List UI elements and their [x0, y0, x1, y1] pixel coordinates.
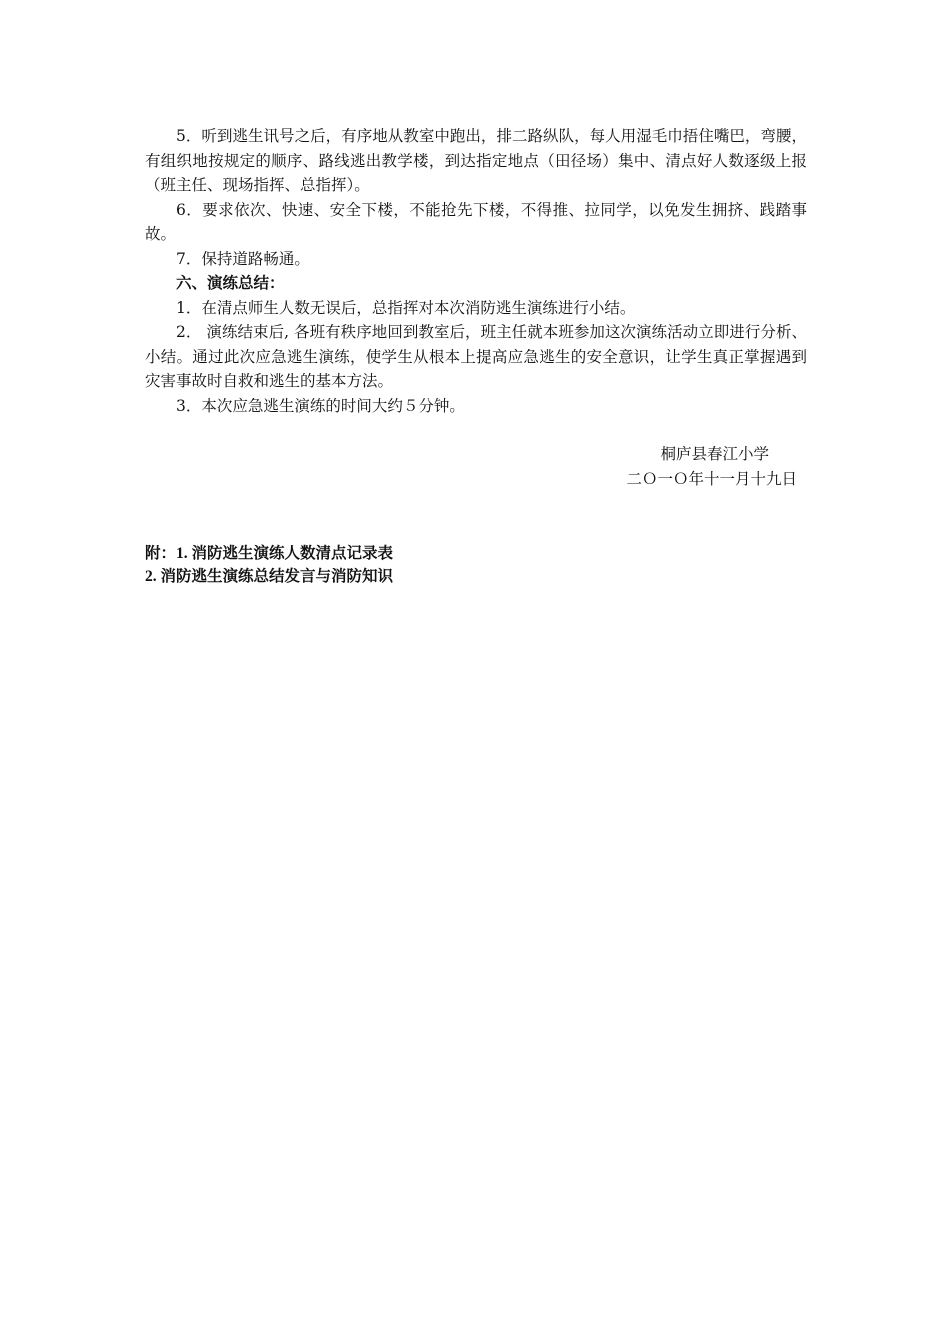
appendix-block [145, 542, 807, 588]
section-heading-summary: 六、演练总结： [176, 273, 285, 292]
paragraph-item-5: 5．听到逃生讯号之后，有序地从教室中跑出，排二路纵队，每人用湿毛巾捂住嘴巴，弯腰，有组织地按规定的顺序、路线逃出教学楼，到达指定地点（田径场）集中、清点好人数逐级上报（班主任、现场指挥、总指挥）。 [145, 127, 807, 194]
paragraph-item-6: 6．要求依次、快速、安全下楼，不能抢先下楼，不得推、拉同学，以免发生拥挤、践踏事故。 [145, 200, 807, 243]
paragraph-item-7: 7．保持道路畅通。 [176, 249, 310, 268]
summary-item-2: 2． 演练结束后, 各班有秩序地回到教室后，班主任就本班参加这次演练活动立即进行分析、小结。通过此次应急逃生演练，使学生从根本上提高应急逃生的安全意识，让学生真正掌握遇到灾害事故时自救和逃生的基本方法。 [145, 323, 807, 390]
summary-item-3: 3．本次应急逃生演练的时间大约５分钟。 [176, 396, 465, 415]
summary-item-1: 1．在清点师生人数无误后，总指挥对本次消防逃生演练进行小结。 [176, 298, 636, 317]
signature-date: 二Ｏ一Ｏ年十一月十九日 [626, 469, 797, 488]
appendix-line-2: 2. 消防逃生演练总结发言与消防知识 [145, 568, 394, 585]
appendix-line-1: 附：1. 消防逃生演练人数清点记录表 [145, 545, 394, 562]
signature-block [145, 442, 807, 491]
signature-school: 桐庐县春江小学 [660, 445, 769, 463]
document-page [145, 124, 807, 588]
